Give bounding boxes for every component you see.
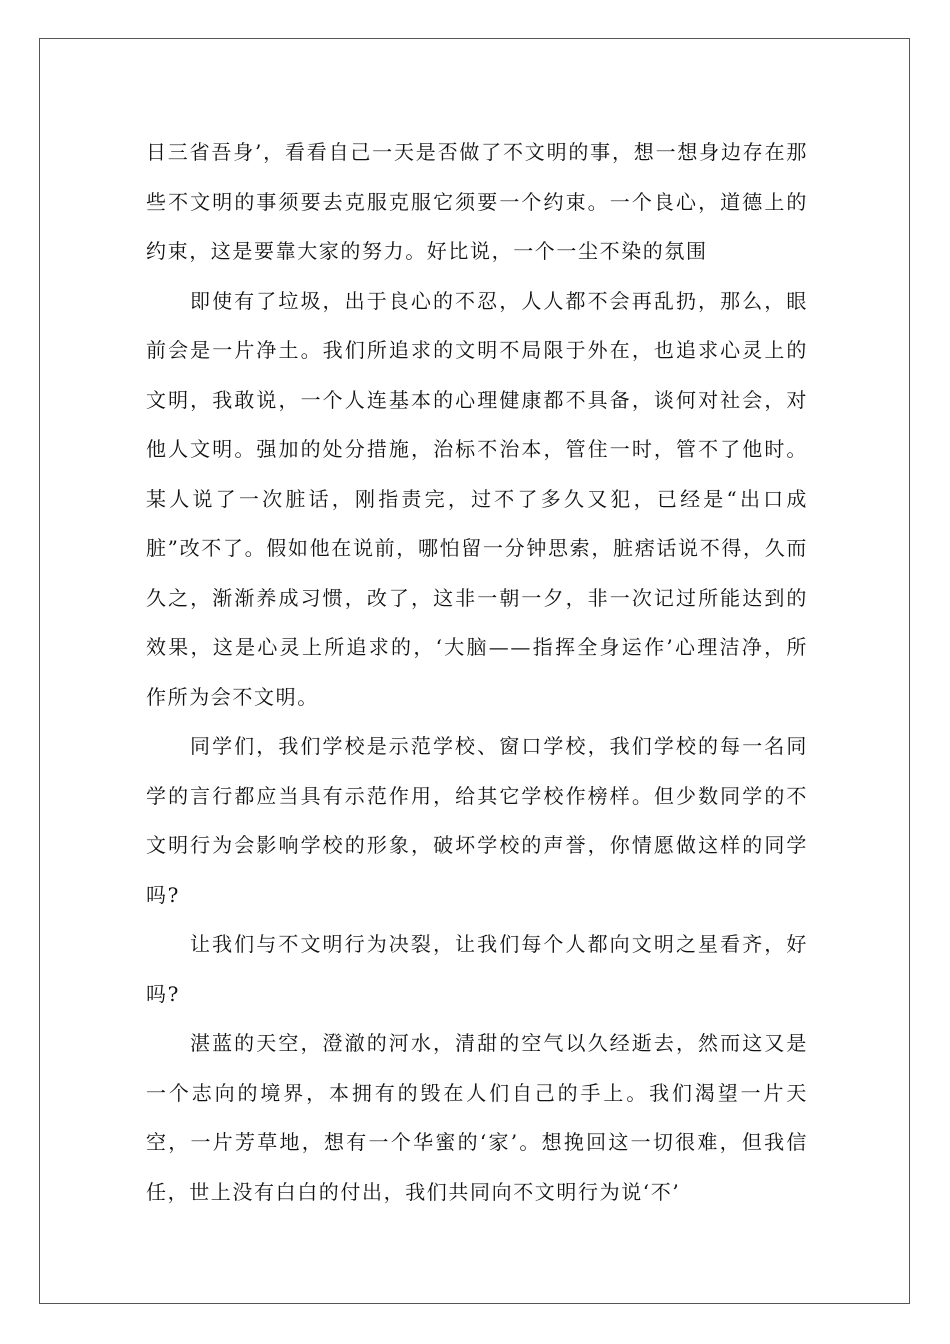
paragraph-2: 即使有了垃圾，出于良心的不忍，人人都不会再乱扔，那么，眼前会是一片净土。我们所追求的文明不局限于外在，也追求心灵上的文明，我敢说，一个人连基本的心理健康都不具备，谈何对社会，对他人文明。强加的处分措施，治标不治本，管住一时，管不了他时。某人说了一次脏话，刚指责完，过不了多久又犯，已经是“出口成脏”改不了。假如他在说前，哪怕留一分钟思索，脏痞话说不得，久而久之，渐渐养成习惯，改了，这非一朝一夕，非一次记过所能达到的效果，这是心灵上所追求的，‘大脑——指挥全身运作’心理洁净，所作所为会不文明。 <box>146 288 808 709</box>
paragraph-3: 同学们，我们学校是示范学校、窗口学校，我们学校的每一名同学的言行都应当具有示范作用，给其它学校作榜样。但少数同学的不文明行为会影响学校的形象，破坏学校的声誉，你情愿做这样的同学吗? <box>146 734 808 907</box>
paragraph-5: 湛蓝的天空，澄澈的河水，清甜的空气以久经逝去，然而这又是一个志向的境界，本拥有的毁在人们自己的手上。我们渴望一片天空，一片芳草地，想有一个华蜜的‘家’。想挽回这一切很难，但我信任，世上没有白白的付出，我们共同向不文明行为说‘不’ <box>146 1031 808 1204</box>
paragraph-1: 日三省吾身’，看看自己一天是否做了不文明的事，想一想身边存在那些不文明的事须要去克服克服它须要一个约束。一个良心，道德上的约束，这是要靠大家的努力。好比说，一个一尘不染的氛围 <box>146 140 808 263</box>
paragraph-4: 让我们与不文明行为决裂，让我们每个人都向文明之星看齐，好吗? <box>146 932 808 1006</box>
document-body <box>146 128 808 1217</box>
